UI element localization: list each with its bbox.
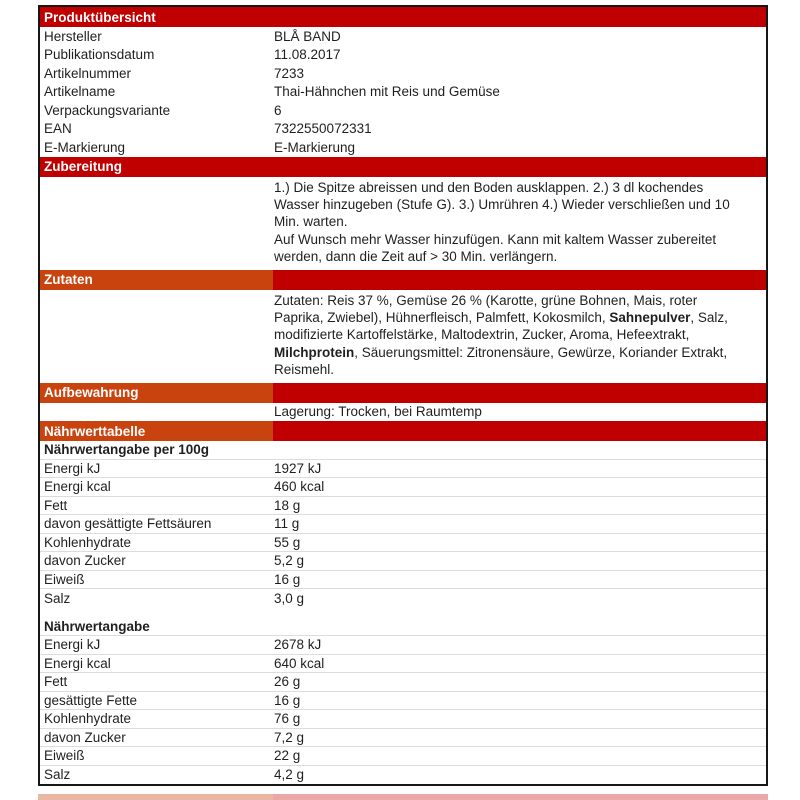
row-label: davon gesättigte Fettsäuren <box>44 516 212 532</box>
section-title: Zutaten <box>44 272 93 288</box>
table-row <box>40 766 766 785</box>
row-label: davon Zucker <box>44 553 126 569</box>
row-value: 55 g <box>274 534 301 550</box>
row-value: 6 <box>274 102 282 118</box>
row-label: Kohlenhydrate <box>44 534 132 550</box>
preparation-paragraph: 1.) Die Spitze abreissen und den Boden ausklappen. 2.) 3 dl kochendes Wasser hinzugeben (Stufe G). 3.) Umrühren 4.) Wieder verschließen und 10 Min. warten. <box>274 179 730 230</box>
table-row <box>40 27 766 46</box>
row-label: Verpackungsvariante <box>44 102 171 118</box>
row-value: Lagerung: Trocken, bei Raumtemp <box>274 404 482 420</box>
product-overview-table <box>40 27 766 157</box>
row-label: Nährwertangabe <box>44 618 150 634</box>
row-value: 3,0 g <box>274 590 305 606</box>
table-row <box>40 138 766 157</box>
cut-off-header-right-cell <box>273 794 768 800</box>
row-value: 18 g <box>274 497 301 513</box>
table-row <box>40 515 766 534</box>
section-title: Produktübersicht <box>44 9 156 25</box>
row-label: gesättigte Fette <box>44 692 138 708</box>
row-label: Artikelnummer <box>44 65 132 81</box>
table-row <box>40 692 766 711</box>
row-value: E-Markierung <box>274 139 356 155</box>
row-value: 5,2 g <box>274 553 305 569</box>
ingredient-allergen-text: Milchprotein <box>274 344 355 360</box>
ingredient-text: Zutaten: Reis 37 %, Gemüse 26 % (Karotte, grüne Bohnen, Mais, roter Paprika, Zwiebel), Hühnerfleisch, Palmfett, Kokosmilch, <box>274 292 698 325</box>
table-row <box>40 729 766 748</box>
nutrition-table-heading <box>40 618 766 637</box>
row-label: Nährwertangabe per 100g <box>44 442 210 458</box>
section-title: Aufbewahrung <box>44 385 139 401</box>
table-row <box>40 534 766 553</box>
nutrition-table-per-portion <box>40 636 766 784</box>
row-label: Eiweiß <box>44 748 85 764</box>
row-label: Salz <box>44 590 71 606</box>
row-value: 640 kcal <box>274 655 325 671</box>
table-row <box>40 497 766 516</box>
row-value: 7233 <box>274 65 305 81</box>
row-value: 460 kcal <box>274 479 325 495</box>
ingredients-paragraph <box>274 292 736 379</box>
row-value: 26 g <box>274 674 301 690</box>
cut-off-section-header <box>38 794 768 800</box>
section-header-left-cell <box>40 270 273 290</box>
row-label: Fett <box>44 497 68 513</box>
section-title: Nährwerttabelle <box>44 423 146 439</box>
table-row <box>40 46 766 65</box>
section-header-left-cell <box>40 421 273 441</box>
row-value: 4,2 g <box>274 767 305 783</box>
row-label: Publikationsdatum <box>44 47 155 63</box>
row-value: 22 g <box>274 748 301 764</box>
row-value: BLÅ BAND <box>274 28 341 44</box>
table-row <box>40 747 766 766</box>
row-value: 11 g <box>274 516 300 532</box>
table-row <box>40 83 766 102</box>
row-label: Salz <box>44 767 71 783</box>
row-value: Thai-Hähnchen mit Reis und Gemüse <box>274 84 500 100</box>
row-value: 1927 kJ <box>274 460 322 476</box>
nutrition-table-heading <box>40 441 766 460</box>
row-label: Artikelname <box>44 84 116 100</box>
row-label: Energi kJ <box>44 460 101 476</box>
nutrition-table-per-100g <box>40 460 766 608</box>
row-value: 7,2 g <box>274 729 305 745</box>
section-header-zutaten <box>40 270 766 290</box>
section-header-naehrwerttabelle <box>40 421 766 441</box>
cut-off-header-left-cell <box>38 794 273 800</box>
table-row <box>40 655 766 674</box>
row-value: 11.08.2017 <box>274 47 341 63</box>
row-label: E-Markierung <box>44 139 126 155</box>
ingredient-text: , Salz, modifizierte Kartoffelstärke, Maltodextrin, Zucker, Aroma, Hefeextrakt, <box>274 309 728 343</box>
section-header-zubereitung <box>40 157 766 177</box>
table-row <box>40 636 766 655</box>
section-header-produktuebersicht <box>40 7 766 27</box>
spacer-row <box>40 608 766 618</box>
row-value: 7322550072331 <box>274 121 372 137</box>
row-label: EAN <box>44 121 72 137</box>
table-row <box>40 589 766 608</box>
row-label: Hersteller <box>44 28 102 44</box>
table-row <box>40 64 766 83</box>
table-row <box>40 552 766 571</box>
row-label: Energi kcal <box>44 655 111 671</box>
row-label: Eiweiß <box>44 571 85 587</box>
table-row <box>40 571 766 590</box>
table-row <box>40 101 766 120</box>
preparation-text <box>40 177 766 270</box>
table-row <box>40 460 766 479</box>
section-title: Zubereitung <box>44 159 122 174</box>
section-header-aufbewahrung <box>40 383 766 403</box>
row-value: 2678 kJ <box>274 637 322 653</box>
ingredient-text: , Säuerungsmittel: Zitronensäure, Gewürze, Koriander Extrakt, Reismehl. <box>274 344 728 378</box>
row-label: Energi kcal <box>44 479 111 495</box>
row-value: 16 g <box>274 692 301 708</box>
row-value: 16 g <box>274 571 301 587</box>
row-label: Fett <box>44 674 68 690</box>
row-label: Kohlenhydrate <box>44 711 132 727</box>
table-row <box>40 710 766 729</box>
row-value: 76 g <box>274 711 301 727</box>
product-data-sheet <box>38 5 768 786</box>
row-label: Energi kJ <box>44 637 101 653</box>
preparation-paragraph: Auf Wunsch mehr Wasser hinzufügen. Kann mit kaltem Wasser zubereitet werden, dann die Zeit auf > 30 Min. verlängern. <box>274 231 717 265</box>
table-row <box>40 120 766 139</box>
section-header-left-cell <box>40 383 273 403</box>
ingredients-text <box>40 290 766 383</box>
row-label: davon Zucker <box>44 729 126 745</box>
ingredient-allergen-text: Sahnepulver <box>609 309 691 325</box>
storage-row <box>40 403 766 422</box>
table-row <box>40 478 766 497</box>
table-row <box>40 673 766 692</box>
